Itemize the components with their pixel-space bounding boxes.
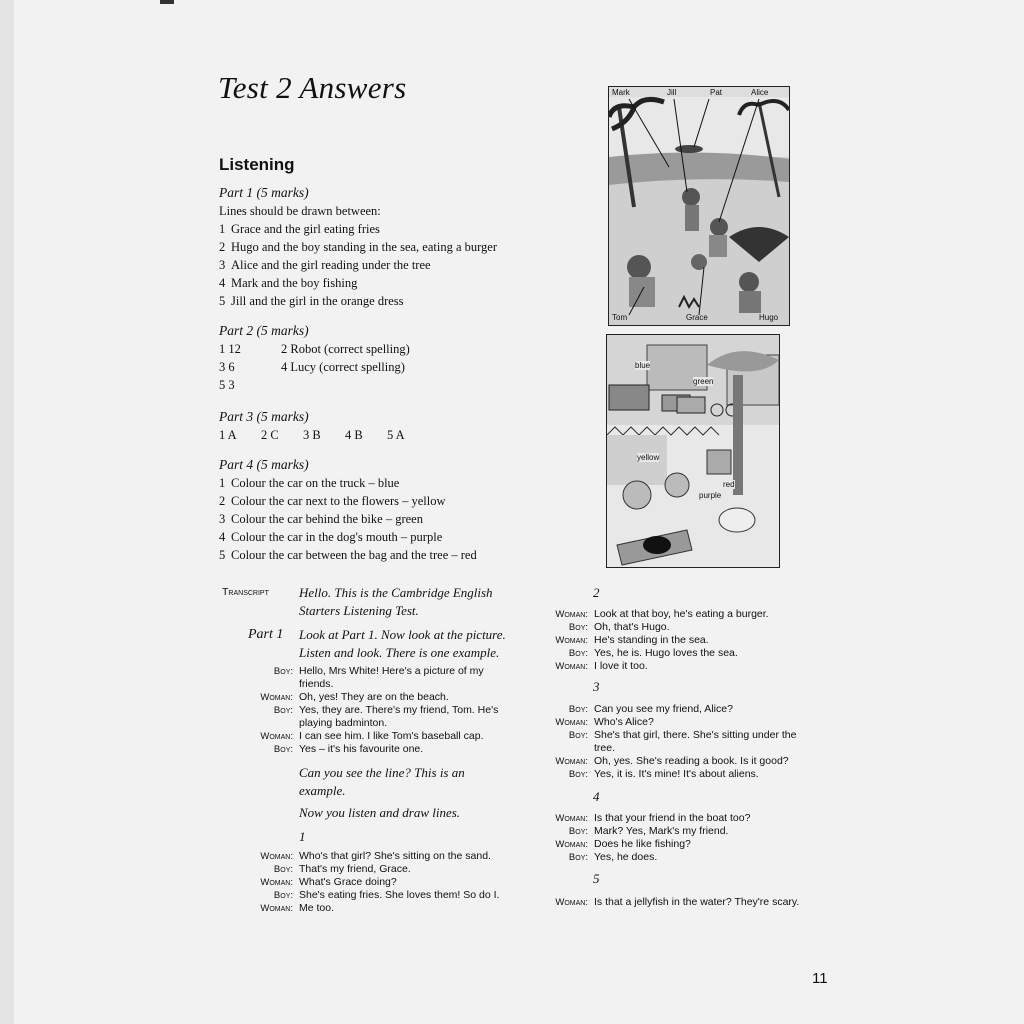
dialogue-line: Boy: Mark? Yes, Mark's my friend. [568,825,729,837]
list-item: 2 Hugo and the boy standing in the sea, eating a burger [219,240,498,254]
beach-scene-drawing [609,87,789,325]
dialogue-line: Woman: I love it too. [555,660,648,672]
dialogue-line: Woman: Oh, yes! They are on the beach. [260,691,449,703]
list-item: 3 Alice and the girl reading under the tree [219,258,431,272]
question-number: 5 [593,871,600,886]
list-item: 4 Mark and the boy fishing [219,276,358,290]
figure-label: Mark [612,88,630,97]
transcript-question-5 [536,896,804,909]
colour-label: green [693,377,714,386]
part2-answers [219,322,481,394]
dialogue-line: Boy: That's my friend, Grace. [273,863,411,875]
dialogue-line: Woman: Me too. [260,902,335,914]
dialogue-line: Boy: Yes, they are. There's my friend, Tom. He's playing badminton. [273,704,499,729]
dialogue-line: Woman: Is that your friend in the boat too? [555,812,751,824]
transcript-intro: Hello. This is the Cambridge English Starters Listening Test. [299,585,493,618]
figure-label: Jill [667,88,677,97]
question-number: 4 [593,789,600,804]
part3-heading: Part 3 (5 marks) [219,409,309,424]
transcript-label: Transcript [222,586,269,598]
street-scene-illustration [606,334,780,568]
colour-label: red [723,480,735,489]
draw-lines-instruction: Now you listen and draw lines. [299,805,461,820]
list-item: 1 Colour the car on the truck – blue [219,476,400,490]
see-line-instruction: Can you see the line? This is an example. [299,765,465,798]
dialogue-line: Boy: Yes, he does. [568,851,658,863]
part2-row: 1 12 2 Robot (correct spelling) [219,342,410,356]
question-number: 2 [593,585,600,600]
page-number: 11 [812,970,828,987]
question-number: 1 [299,829,306,844]
street-scene-drawing [607,335,779,567]
list-item: 4 Colour the car in the dog's mouth – purple [219,530,443,544]
transcript-question-4 [536,812,804,864]
dialogue-line: Boy: Yes, he is. Hugo loves the sea. [568,647,738,659]
dialogue-line: Boy: Hello, Mrs White! Here's a picture of my friends. [273,665,484,690]
dialogue-line: Boy: She's that girl, there. She's sitting under the tree. [568,729,797,754]
dialogue-line: Woman: He's standing in the sea. [555,634,709,646]
question-number: 3 [593,679,600,694]
part1-intro: Lines should be drawn between: [219,204,381,218]
list-item: 2 Colour the car next to the flowers – yellow [219,494,446,508]
list-item: 3 Colour the car behind the bike – green [219,512,423,526]
figure-label: Pat [710,88,723,97]
part4-answers [219,456,477,564]
colour-label: yellow [637,453,660,462]
beach-scene-illustration [608,86,790,326]
transcript-example [241,665,511,756]
dialogue-line: Woman: What's Grace doing? [260,876,397,888]
transcript-question-3 [536,703,804,781]
section-heading: Listening [219,155,295,174]
colour-label: purple [699,491,722,500]
part3-answer-row: 1 A 2 C 3 B 4 B 5 A [219,428,405,442]
transcript-part-label: Part 1 [248,627,284,642]
figure-label: Alice [751,88,769,97]
dialogue-line: Boy: Yes – it's his favourite one. [273,743,424,755]
dialogue-line: Woman: Does he like fishing? [555,838,691,850]
part1-answers [219,184,497,310]
dialogue-line: Boy: Oh, that's Hugo. [568,621,670,633]
dialogue-line: Woman: Is that a jellyfish in the water? They're scary. [555,896,800,908]
page-title: Test 2 Answers [218,70,407,105]
list-item: 5 Colour the car between the bag and the tree – red [219,548,477,562]
figure-label: Grace [686,313,708,322]
dialogue-line: Woman: Look at that boy, he's eating a burger. [555,608,769,620]
dialogue-line: Boy: Yes, it is. It's mine! It's about aliens. [568,768,759,780]
figure-label: Tom [612,313,628,322]
part1-heading: Part 1 (5 marks) [219,185,309,200]
dialogue-line: Boy: She's eating fries. She loves them! So do I. [273,889,500,901]
dialogue-line: Woman: Oh, yes. She's reading a book. Is it good? [555,755,789,767]
part2-row: 3 6 4 Lucy (correct spelling) [219,360,405,374]
list-item: 1 Grace and the girl eating fries [219,222,380,236]
colour-label: blue [635,361,651,370]
figure-label: Hugo [759,313,779,322]
dialogue-line: Woman: I can see him. I like Tom's baseball cap. [260,730,484,742]
list-item: 5 Jill and the girl in the orange dress [219,294,404,308]
transcript-part-intro: Look at Part 1. Now look at the picture. Listen and look. There is one example. [299,627,506,660]
part2-heading: Part 2 (5 marks) [219,323,309,338]
transcript-question-2 [536,608,804,673]
dialogue-line: Woman: Who's Alice? [555,716,654,728]
part2-row: 5 3 [219,378,235,392]
dialogue-line: Boy: Can you see my friend, Alice? [568,703,733,715]
dialogue-line: Woman: Who's that girl? She's sitting on the sand. [260,850,491,862]
transcript-question-1 [241,850,511,915]
part4-heading: Part 4 (5 marks) [219,457,309,472]
part3-answers [219,408,429,444]
